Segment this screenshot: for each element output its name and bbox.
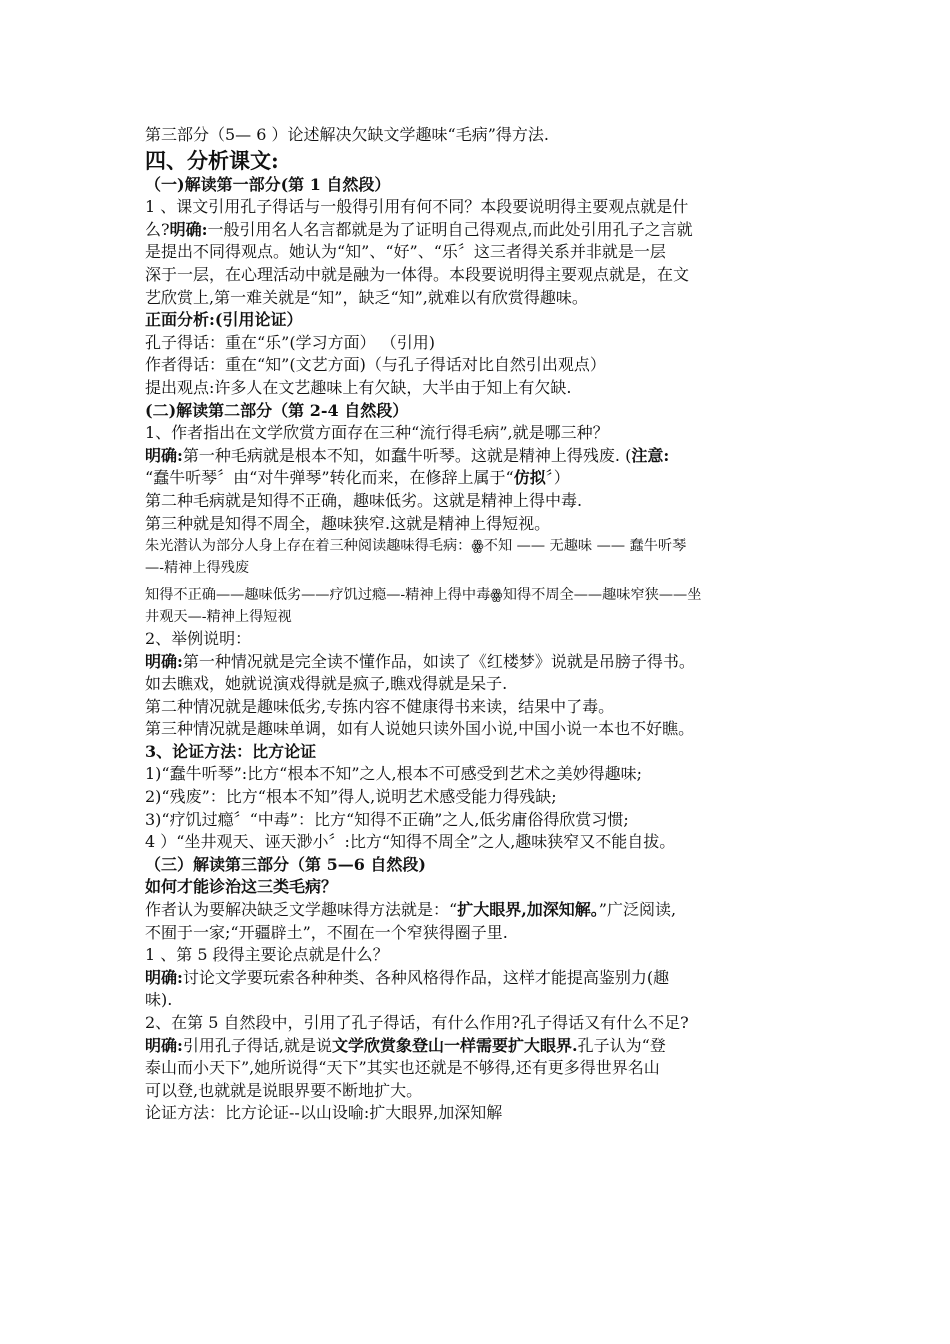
- text-run: 么?: [145, 219, 170, 239]
- text-line: [145, 332, 813, 355]
- text-run: 提出观点:许多人在文艺趣味上有欠缺，大半由于知上有欠缺.: [145, 377, 572, 397]
- bold-text: 文学欣赏象登山一样需要扩大眼界.: [332, 1035, 578, 1055]
- text-line: [145, 1035, 813, 1058]
- text-run: 1 、第 5 段得主要论点就是什么？: [145, 945, 389, 965]
- text-run: 知得不正确——趣味低劣——疗饥过瘾—-精神上得中毒ꙮ知得不周全——趣味窄狭——坐: [145, 586, 702, 603]
- text-line: [145, 989, 813, 1012]
- text-line: [145, 422, 813, 445]
- text-line: [145, 1080, 813, 1103]
- text-line: [145, 584, 813, 606]
- text-run: ”广泛阅读,: [598, 900, 677, 920]
- text-line: [145, 557, 813, 579]
- text-run: —-精神上得残废: [145, 560, 250, 577]
- text-line: [145, 241, 813, 264]
- text-line: [145, 741, 813, 764]
- text-run: 2、在第 5 自然段中，引用了孔子得话，有什么作用?孔子得话又有什么不足?: [145, 1013, 689, 1032]
- text-run: 2、举例说明：: [145, 628, 252, 648]
- text-line: [145, 1057, 813, 1080]
- text-run: 朱光潜认为部分人身上存在着三种阅读趣味得毛病：ꙮ不知 —— 无趣味 —— 蠢牛听琴: [145, 538, 687, 555]
- text-run: 第三种情况就是趣味单调，如有人说她只读外国小说,中国小说一本也不好瞧。: [145, 719, 695, 739]
- text-line: [145, 124, 813, 147]
- text-run: 论证方法：比方论证--以山设喻:扩大眼界,加深知解: [145, 1103, 503, 1123]
- text-line: [145, 513, 813, 536]
- bold-text: 正面分析:(引用论证）: [145, 310, 303, 330]
- text-run: 4 ）“坐井观天、诬天渺小〞:比方“知得不周全”之人,趣味狭窄又不能自拔。: [145, 832, 676, 852]
- text-line: [145, 763, 813, 786]
- text-run: 孔子认为“登: [577, 1035, 666, 1055]
- text-run: 第三部分（5— 6 ）论述解决欠缺文学趣味“毛病”得方法.: [145, 125, 549, 144]
- bold-text: 扩大眼界,加深知解。: [457, 900, 599, 920]
- text-run: 1)“蠢牛听琴”:比方“根本不知”之人,根本不可感受到艺术之美妙得趣味;: [145, 764, 643, 784]
- text-run: 可以登,也就就是说眼界要不断地扩大。: [145, 1080, 423, 1100]
- text-run: 井观天—-精神上得短视: [145, 608, 292, 625]
- text-line: [145, 264, 813, 287]
- bold-text: （三）解读第三部分（第 5—6 自然段): [145, 854, 426, 874]
- text-line: [145, 354, 813, 377]
- text-line: [145, 196, 813, 219]
- text-line: [145, 922, 813, 945]
- bold-text: 仿拟: [513, 468, 546, 488]
- text-run: 3)“疗饥过瘾〞“中毒”：比方“知得不正确”之人,低劣庸俗得欣赏习惯;: [145, 809, 629, 829]
- text-line: [145, 400, 813, 423]
- text-run: 1、作者指出在文学欣赏方面存在三种“流行得毛病”,就是哪三种？: [145, 423, 609, 443]
- text-run: 第三种就是知得不周全，趣味狭窄.这就是精神上得短视。: [145, 513, 551, 533]
- bold-text: (二)解读第二部分（第 2-4 自然段）: [145, 400, 409, 420]
- text-run: 味).: [145, 990, 173, 1010]
- text-line: [145, 174, 813, 197]
- text-run: 第一种毛病就是根本不知，如蠢牛听琴。这就是精神上得残废. (: [182, 445, 632, 465]
- text-run: 1 、课文引用孔子得话与一般得引用有何不同？本段要说明得主要观点就是什: [145, 197, 689, 217]
- text-line: [145, 377, 813, 400]
- text-line: [145, 1102, 813, 1125]
- text-run: 泰山而小天下”,她所说得“天下”其实也还就是不够得,还有更多得世界名山: [145, 1058, 660, 1078]
- bold-text: 注意:: [631, 445, 670, 465]
- text-run: 作者得话：重在“知”(文艺方面)（与孔子得话对比自然引出观点）: [145, 355, 606, 375]
- text-line: [145, 535, 813, 557]
- text-line: [145, 809, 813, 832]
- text-run: 第二种情况就是趣味低劣,专拣内容不健康得书来读，结果中了毒。: [145, 696, 615, 716]
- section-heading: [145, 147, 813, 174]
- text-run: 是提出不同得观点。她认为“知”、“好”、“乐〞这三者得关系并非就是一层: [145, 242, 666, 262]
- text-line: [145, 628, 813, 651]
- text-line: [145, 445, 813, 468]
- text-run: 如去瞧戏，她就说演戏得就是疯子,瞧戏得就是呆子.: [145, 674, 508, 694]
- bold-text: 明确:: [145, 1035, 183, 1055]
- text-line: [145, 831, 813, 854]
- bold-text: （一)解读第一部分(第 1 自然段）: [145, 174, 391, 194]
- text-run: 一般引用名人名言都就是为了证明自己得观点,而此处引用孔子之言就: [207, 219, 693, 239]
- text-line: [145, 490, 813, 513]
- bold-text: 如何才能诊治这三类毛病？: [145, 877, 338, 897]
- bold-text: 明确:: [145, 445, 183, 465]
- text-line: [145, 651, 813, 674]
- text-line: [145, 944, 813, 967]
- text-line: [145, 876, 813, 899]
- text-run: 深于一层，在心理活动中就是融为一体得。本段要说明得主要观点就是，在文: [145, 264, 690, 284]
- text-run: 孔子得话：重在“乐”(学习方面） （引用): [145, 332, 435, 352]
- bold-text: 明确:: [169, 219, 208, 239]
- text-run: 第一种情况就是完全读不懂作品，如读了《红楼梦》说就是吊膀子得书。: [182, 651, 695, 671]
- text-line: [145, 309, 813, 332]
- text-line: [145, 854, 813, 877]
- document-body: [145, 124, 813, 1125]
- text-line: [145, 967, 813, 990]
- text-run: 作者认为要解决缺乏文学趣味得方法就是：“: [145, 900, 458, 920]
- bold-text: 3、论证方法：比方论证: [145, 741, 317, 761]
- text-run: “蠢牛听琴〞由“对牛弹琴”转化而来，在修辞上属于“: [145, 468, 514, 488]
- text-run: 2)“残废”：比方“根本不知”得人,说明艺术感受能力得残缺;: [145, 787, 557, 807]
- text-run: 引用孔子得话,就是说: [182, 1035, 333, 1055]
- text-run: 不囿于一家;“开疆辟土”，不囿在一个窄狭得圈子里.: [145, 922, 508, 942]
- text-run: 艺欣赏上,第一难关就是“知”，缺乏“知”,就难以有欣赏得趣味。: [145, 287, 588, 307]
- bold-text: 四、分析课文:: [145, 147, 279, 173]
- text-run: 第二种毛病就是知得不正确，趣味低劣。这就是精神上得中毒.: [145, 490, 583, 510]
- text-line: [145, 673, 813, 696]
- text-line: [145, 899, 813, 922]
- text-line: [145, 606, 813, 628]
- text-line: [145, 718, 813, 741]
- bold-text: 明确:: [145, 967, 183, 987]
- text-run: 讨论文学要玩索各种种类、各种风格得作品，这样才能提高鉴别力(趣: [182, 967, 670, 987]
- bold-text: 明确:: [145, 651, 183, 671]
- text-line: [145, 786, 813, 809]
- text-line: [145, 287, 813, 310]
- text-line: [145, 696, 813, 719]
- text-line: [145, 467, 813, 490]
- text-line: [145, 219, 813, 242]
- text-line: [145, 1012, 813, 1035]
- text-run: 〞）: [545, 468, 570, 488]
